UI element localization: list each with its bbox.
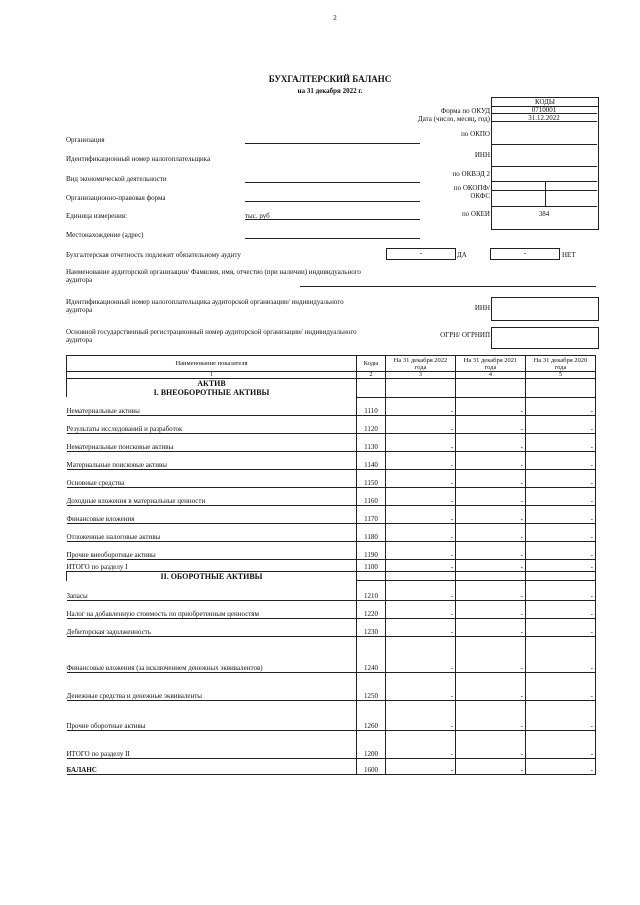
row-value-2022: - [386,505,456,523]
row-value-2021: - [456,759,526,775]
date-value: 31.12.2022 [528,114,560,122]
row-value-2020: - [526,601,596,619]
row-code: 1600 [357,759,386,775]
row-value-2020: - [526,759,596,775]
row-name: Прочие оборотные активы [67,701,357,731]
row-code: 1260 [357,701,386,731]
row-value-2022: - [386,759,456,775]
col-2020-header: На 31 декабря 2020 года [526,356,596,372]
row-value-2021: - [456,701,526,731]
row-name: ИТОГО по разделу II [67,731,357,759]
row-name: ИТОГО по разделу I [67,559,357,571]
row-name: БАЛАНС [67,759,357,775]
okud-label: Форма по ОКУД [440,107,490,115]
okei-label: по ОКЕИ [461,210,490,218]
table-row [67,731,596,759]
table-row [67,469,596,487]
row-value-2021: - [456,415,526,433]
address-label: Местонахождение (адрес) [66,231,144,239]
row-value-2020: - [526,541,596,559]
table-row [67,451,596,469]
row-code: 1140 [357,451,386,469]
audit-label: Бухгалтерская отчетность подлежит обязательному аудиту [66,251,241,259]
codes-header: КОДЫ [491,97,599,106]
auditor-ogrn-label: Основной государственный регистрационный номер аудиторской организации/ индивидуального аудитора [66,328,357,344]
row-value-2022: - [386,523,456,541]
row-value-2022: - [386,559,456,571]
row-value-2020: - [526,505,596,523]
row-name: Материальные поисковые активы [67,451,357,469]
row-value-2021: - [456,673,526,701]
table-row [67,581,596,601]
table-row [67,523,596,541]
audit-no-label: НЕТ [562,251,576,259]
row-code: 1230 [357,619,386,637]
row-value-2020: - [526,487,596,505]
okud-value: 0710001 [531,106,557,114]
row-value-2020: - [526,415,596,433]
okopf-label: по ОКОПФ/ ОКФС [453,184,490,200]
row-value-2022: - [386,581,456,601]
row-value-2021: - [456,601,526,619]
row-value-2021: - [456,619,526,637]
row-value-2021: - [456,433,526,451]
col-2021-header: На 31 декабря 2021 года [456,356,526,372]
row-code: 1250 [357,673,386,701]
col-2022-header: На 31 декабря 2022 года [386,356,456,372]
row-value-2021: - [456,397,526,415]
row-value-2020: - [526,673,596,701]
row-value-2022: - [386,469,456,487]
row-value-2022: - [386,433,456,451]
row-value-2021: - [456,637,526,673]
page-subtitle: на 31 декабря 2022 г. [297,87,363,95]
row-value-2021: - [456,469,526,487]
row-name: Основные средства [67,469,357,487]
table-row [67,637,596,673]
table-row [67,559,596,571]
row-value-2020: - [526,451,596,469]
table-row [67,619,596,637]
row-name: Нематериальные поисковые активы [67,433,357,451]
row-name: Налог на добавленную стоимость по приобретенным ценностям [67,601,357,619]
audit-no-box: - [490,248,560,260]
row-value-2020: - [526,731,596,759]
row-value-2022: - [386,601,456,619]
row-value-2021: - [456,505,526,523]
auditor-ogrn: ОГРН/ ОГРНИП [440,331,490,339]
table-row [67,759,596,775]
table-row [67,487,596,505]
table-row [67,601,596,619]
row-value-2020: - [526,433,596,451]
row-value-2022: - [386,619,456,637]
row-value-2021: - [456,541,526,559]
inn-label: ИНН [474,151,490,159]
row-value-2020: - [526,701,596,731]
okei-value: 384 [538,210,550,218]
table-row [67,673,596,701]
row-name: Результаты исследований и разработок [67,415,357,433]
row-code: 1120 [357,415,386,433]
activity-label: Вид экономической деятельности [66,175,167,183]
row-name: Нематериальные активы [67,397,357,415]
row-code: 1240 [357,637,386,673]
taxid-label: Идентификационный номер налогоплательщика [66,155,211,163]
row-value-2020: - [526,581,596,601]
page-number: 2 [333,14,337,22]
table-row [67,415,596,433]
row-code: 1100 [357,559,386,571]
row-name: Финансовые вложения [67,505,357,523]
col-num-2: 2 [357,372,386,379]
row-value-2022: - [386,673,456,701]
balance-table [66,355,596,775]
row-code: 1180 [357,523,386,541]
row-code: 1200 [357,731,386,759]
row-value-2022: - [386,637,456,673]
okved-label: по ОКВЭД 2 [452,170,490,178]
row-value-2021: - [456,559,526,571]
row-name: Запасы [67,581,357,601]
auditor-name-label: Наименование аудиторской организации/ Фамилия, имя, отчество (при наличии) индивидуального аудитора [66,268,361,284]
table-row [67,397,596,415]
table-row [67,433,596,451]
row-name: Отложенные налоговые активы [67,523,357,541]
row-code: 1110 [357,397,386,415]
table-row [67,701,596,731]
table-row [67,541,596,559]
row-value-2020: - [526,637,596,673]
date-label: Дата (число, месяц, год) [417,115,490,123]
row-value-2022: - [386,397,456,415]
row-value-2021: - [456,581,526,601]
row-name: Денежные средства и денежные эквиваленты [67,673,357,701]
col-num-3: 3 [386,372,456,379]
col-num-1: 1 [67,372,357,379]
col-num-4: 4 [456,372,526,379]
unit-label: Единица измерения: [66,212,127,220]
col-num-5: 5 [526,372,596,379]
row-code: 1170 [357,505,386,523]
row-code: 1160 [357,487,386,505]
row-name: Дебиторская задолженность [67,619,357,637]
row-code: 1220 [357,601,386,619]
org-label: Организация [66,136,105,144]
row-value-2020: - [526,619,596,637]
row-value-2021: - [456,451,526,469]
row-code: 1150 [357,469,386,487]
okpo-label: по ОКПО [461,130,490,138]
section-2-title: II. ОБОРОТНЫЕ АКТИВЫ [67,571,357,581]
row-value-2021: - [456,523,526,541]
col-code-header: Коды [357,356,386,372]
unit-value: тыс. руб [245,212,270,220]
row-code: 1210 [357,581,386,601]
row-name: Финансовые вложения (за исключением денежных эквивалентов) [67,637,357,673]
section-1-title: I. ВНЕОБОРОТНЫЕ АКТИВЫ [67,388,357,397]
section-assets: АКТИВ [67,379,357,389]
row-value-2022: - [386,487,456,505]
auditor-inn: ИНН [474,304,490,312]
page-title: БУХГАЛТЕРСКИЙ БАЛАНС [268,74,392,84]
row-value-2020: - [526,559,596,571]
col-name-header: Наименование показателя [67,356,357,372]
row-code: 1130 [357,433,386,451]
row-value-2020: - [526,523,596,541]
row-code: 1190 [357,541,386,559]
row-name: Прочие внеоборотные активы [67,541,357,559]
row-value-2021: - [456,487,526,505]
row-value-2021: - [456,731,526,759]
row-value-2022: - [386,451,456,469]
audit-yes-label: ДА [457,251,467,259]
auditor-ogrn-box [491,327,599,349]
row-value-2022: - [386,701,456,731]
row-value-2022: - [386,541,456,559]
row-value-2020: - [526,469,596,487]
audit-yes-box: - [386,248,456,260]
auditor-inn-label: Идентификационный номер налогоплательщика аудиторской организации/ индивидуального аудитора [66,298,344,314]
row-value-2020: - [526,397,596,415]
legal-form-label: Организационно-правовая форма [66,194,166,202]
auditor-inn-box [491,297,599,321]
row-name: Доходные вложения в материальные ценности [67,487,357,505]
table-row [67,505,596,523]
row-value-2022: - [386,731,456,759]
row-value-2022: - [386,415,456,433]
